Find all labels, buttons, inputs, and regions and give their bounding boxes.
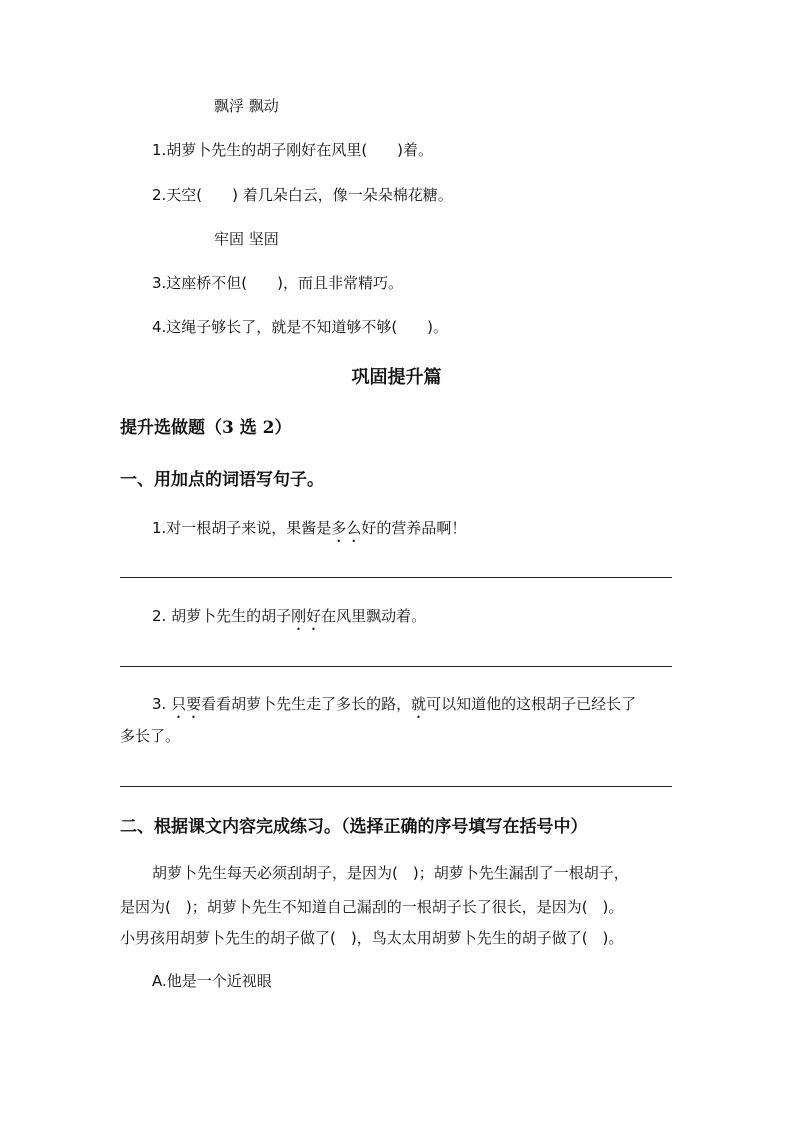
sentence-3-pre: 3. [152, 695, 172, 713]
paragraph-line-1: 胡萝卜先生每天必须刮胡子，是因为( )；胡萝卜先生漏刮了一根胡子， [152, 864, 629, 882]
sentence-2-pre: 2. 胡萝卜先生的胡子 [152, 607, 292, 625]
dotted-word: 就 [411, 695, 427, 713]
part2-title: 二、根据课文内容完成练习。（选择正确的序号填写在括号中） [120, 817, 588, 837]
option-a: A.他是一个近视眼 [152, 972, 272, 990]
word-pair-1: 飘浮 飘动 [214, 97, 279, 115]
word-pair-2: 牢固 坚固 [214, 230, 279, 248]
question-1: 1.胡萝卜先生的胡子刚好在风里( )着。 [152, 141, 434, 159]
part1-title: 一、用加点的词语写句子。 [120, 470, 324, 490]
dotted-word: 多么 [331, 519, 362, 537]
question-3: 3.这座桥不但( )，而且非常精巧。 [152, 274, 404, 292]
choice-title: 提升选做题（3 选 2） [120, 418, 292, 438]
question-4: 4.这绳子够长了，就是不知道够不够( )。 [152, 318, 449, 336]
answer-line-1 [120, 577, 672, 578]
paragraph-line-2: 是因为( )；胡萝卜先生不知道自己漏刮的一根胡子长了很长，是因为( )。 [120, 898, 624, 916]
sentence-1-post: 好的营养品啊！ [361, 519, 467, 537]
sentence-3 [152, 694, 636, 722]
section-title: 巩固提升篇 [351, 367, 442, 388]
sentence-2 [152, 606, 426, 634]
sentence-2-post: 在风里飘动着。 [321, 607, 427, 625]
question-2: 2.天空( ) 着几朵白云，像一朵朵棉花糖。 [152, 186, 453, 204]
sentence-3-line2: 多长了。 [120, 727, 181, 745]
sentence-3-post: 可以知道他的这根胡子已经长了 [426, 695, 637, 713]
paragraph-line-3: 小男孩用胡萝卜先生的胡子做了( )，鸟太太用胡萝卜先生的胡子做了( )。 [120, 929, 624, 947]
sentence-1 [152, 518, 466, 546]
dotted-word: 刚好 [291, 607, 322, 625]
dotted-word: 只要 [171, 695, 202, 713]
answer-line-2 [120, 666, 672, 667]
sentence-3-mid: 看看胡萝卜先生走了多长的路， [201, 695, 412, 713]
sentence-1-pre: 1.对一根胡子来说，果酱是 [152, 519, 332, 537]
answer-line-3 [120, 786, 672, 787]
